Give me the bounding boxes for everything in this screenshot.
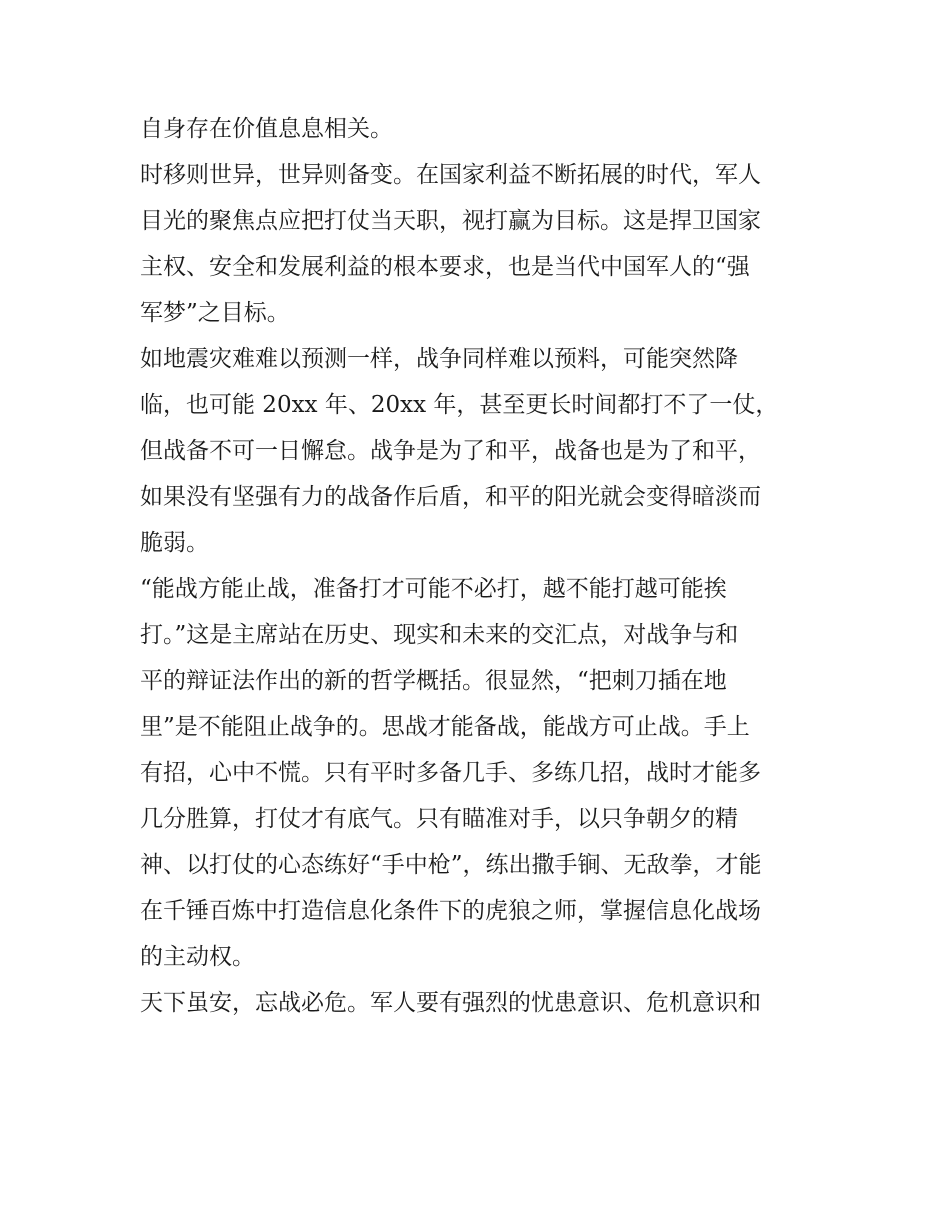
text-line: 如地震灾难难以预测一样，战争同样难以预料，可能突然降: [140, 346, 738, 372]
text-line: 脆弱。: [140, 530, 209, 556]
text-line: 里”是不能阻止战争的。思战才能备战，能战方可止战。手上: [140, 714, 750, 740]
text-line: 自身存在价值息息相关。: [140, 116, 393, 142]
text-line: 天下虽安，忘战必危。军人要有强烈的忧患意识、危机意识和: [140, 990, 761, 1016]
text-line: 时移则世异，世异则备变。在国家利益不断拓展的时代，军人: [140, 162, 761, 188]
text-line: 有招，心中不慌。只有平时多备几手、多练几招，战时才能多: [140, 760, 761, 786]
text-line: 军梦”之目标。: [140, 300, 290, 326]
text-line: 临，也可能 20xx 年、20xx 年，甚至更长时间都打不了一仗，: [140, 392, 779, 418]
text-line: 在千锤百炼中打造信息化条件下的虎狼之师，掌握信息化战场: [140, 898, 761, 924]
body-text: [140, 106, 830, 1026]
text-line: 主权、安全和发展利益的根本要求，也是当代中国军人的“强: [140, 254, 750, 280]
text-line: 打。”这是主席站在历史、现实和未来的交汇点，对战争与和: [140, 622, 739, 648]
text-line: 目光的聚焦点应把打仗当天职，视打赢为目标。这是捍卫国家: [140, 208, 761, 234]
text-line: 几分胜算，打仗才有底气。只有瞄准对手，以只争朝夕的精: [140, 806, 738, 832]
text-line: 神、以打仗的心态练好“手中枪”，练出撒手锏、无敌拳，才能: [140, 852, 762, 878]
text-line: 平的辩证法作出的新的哲学概括。很显然，“把刺刀插在地: [140, 668, 727, 694]
text-line: 但战备不可一日懈怠。战争是为了和平，战备也是为了和平，: [140, 438, 761, 464]
text-line: 的主动权。: [140, 944, 255, 970]
text-line: 如果没有坚强有力的战备作后盾，和平的阳光就会变得暗淡而: [140, 484, 761, 510]
text-line: “能战方能止战，准备打才可能不必打，越不能打越可能挨: [140, 576, 727, 602]
